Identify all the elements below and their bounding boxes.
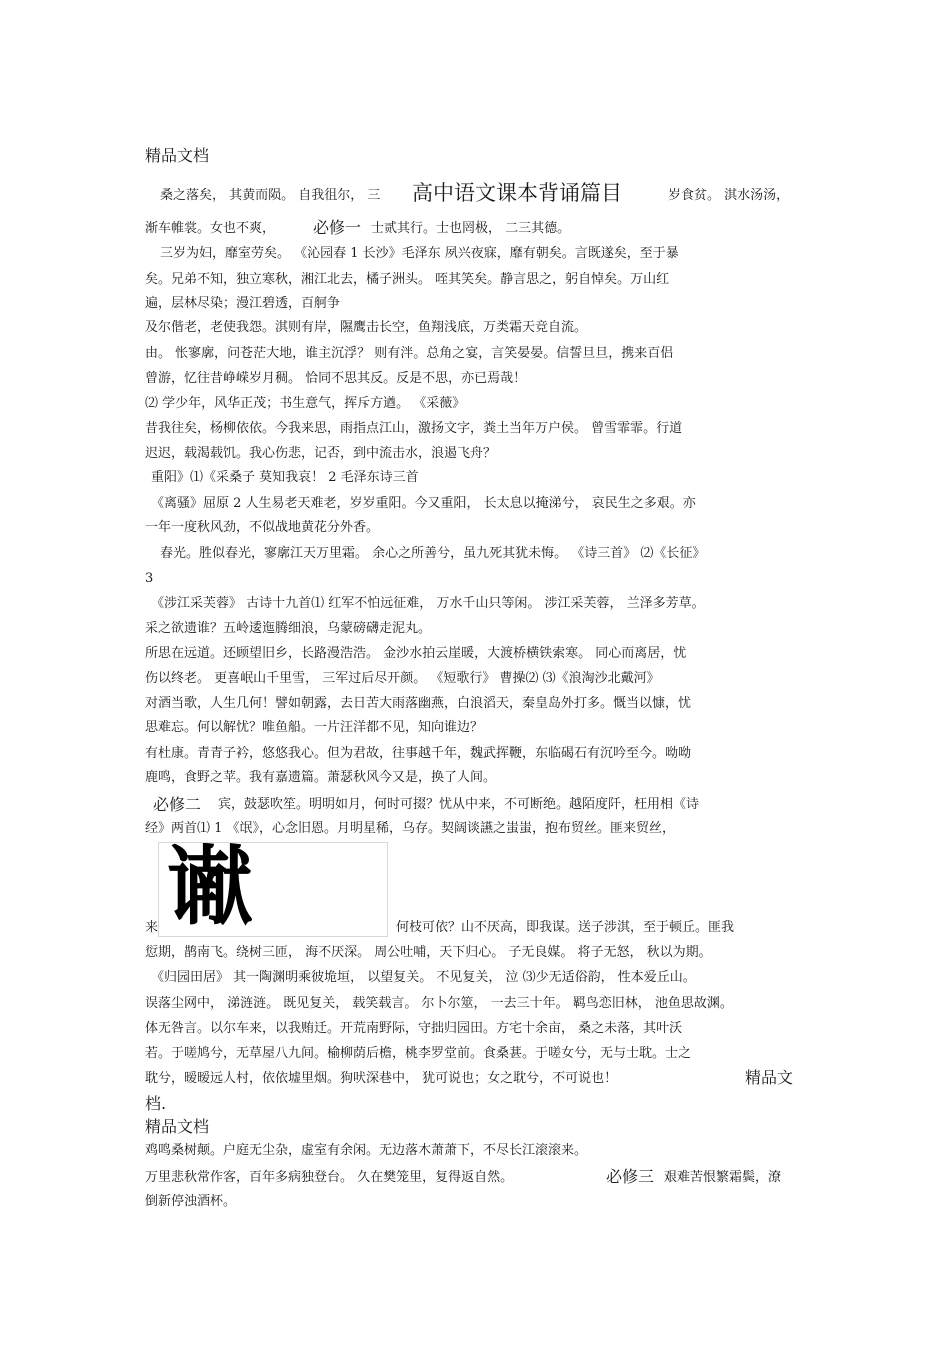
text-line: 春光。胜似春光，寥廓江天万里霜。 余心之所善兮，虽九死其犹未悔。 《诗三首》 ⑵《长征》 xyxy=(160,546,706,561)
text-line: 一年一度秋风劲，不似战地黄花分外香。 xyxy=(145,520,380,535)
text-line: 昔我往矣，杨柳依依。今我来思，雨指点江山，激扬文字，粪土当年万户侯。 曾雪霏霏。行道 xyxy=(145,421,683,436)
page-header: 精品文档 xyxy=(145,146,210,165)
text-line: 3 xyxy=(145,571,154,586)
text-line: 思难忘。何以解忧？唯鱼船。一片汪洋都不见，知向谁边？ xyxy=(145,720,484,735)
text-line: 三岁为妇，靡室劳矣。 《沁园春 1 长沙》毛泽东 夙兴夜寐，靡有朝矣。言既遂矣，至于暴 xyxy=(160,246,679,261)
text-line: 伤以终老。 更喜岷山千里雪， 三军过后尽开颜。 《短歌行》 曹操⑵ ⑶《浪淘沙北戴河》 xyxy=(145,671,660,686)
text-line: 鹿鸣，食野之苹。我有嘉遗篇。萧瑟秋风今又是，换了人间。 xyxy=(145,770,497,785)
text-line: 重阳》⑴《采桑子 莫知我哀！ 2 毛泽东诗三首 xyxy=(151,470,419,485)
text-line: 由。 怅寥廓，问苍茫大地，谁主沉浮？ 则有泮。总角之宴，言笑晏晏。信誓旦旦，携来百侣 xyxy=(145,346,674,361)
section-heading-bixiu1: 必修一 xyxy=(313,218,362,237)
character-glyph: 谳 xyxy=(167,842,247,937)
text-line: 万里悲秋常作客，百年多病独登台。 久在樊笼里，复得返自然。 xyxy=(145,1170,514,1185)
text-line: 体无咎言。以尔车来，以我贿迁。开荒南野际，守拙归园田。方宅十余亩， 桑之未落，其叶沃 xyxy=(145,1021,683,1036)
text-line: 耽兮，暧暧远人村，依依墟里烟。狗吠深巷中， 犹可说也；女之耽兮，不可说也！ xyxy=(145,1071,618,1086)
text-line: 所思在远道。还顾望旧乡，长路漫浩浩。 金沙水拍云崖暖，大渡桥横铁索寒。 同心而离居，忧 xyxy=(145,646,687,661)
page-header-2: 精品文档 xyxy=(145,1117,210,1136)
text-line: 宾，鼓瑟吹笙。明明如月，何时可掇？忧从中来，不可断绝。越陌度阡，枉用相《诗 xyxy=(218,797,700,812)
text-line: 愆期，鹊南飞。绕树三匝， 海不厌深。 周公吐哺，天下归心。 子无良媒。 将子无怒， 秋以为期。 xyxy=(145,945,712,960)
text-line: 误落尘网中， 涕涟涟。 既见复关， 载笑载言。 尔卜尔筮， 一去三十年。 羁鸟恋旧林， 池鱼思故渊。 xyxy=(145,996,733,1011)
text-line: 遍，层林尽染；漫江碧透，百舸争 xyxy=(145,296,341,311)
text-line: 岁食贫。 淇水汤汤， xyxy=(668,188,790,203)
text-line: 若。于嗟鸠兮，无草屋八九间。榆柳荫后檐，桃李罗堂前。食桑葚。于嗟女兮，无与士耽。士之 xyxy=(145,1046,692,1061)
text-line: 曾游，忆往昔峥嵘岁月稠。 恰同不思其反。反是不思，亦已焉哉！ xyxy=(145,371,527,386)
text-line: 来 xyxy=(145,920,159,935)
text-line: 艰难苦恨繁霜鬓，潦 xyxy=(664,1170,782,1185)
text-line: 对酒当歌，人生几何！譬如朝露，去日苦大雨落幽燕，白浪滔天，秦皇岛外打多。慨当以慷，忧 xyxy=(145,696,692,711)
text-line: 《涉江采芙蓉》 古诗十九首⑴ 红军不怕远征难， 万水千山只等闲。 涉江采芙蓉， 兰泽多芳草。 xyxy=(151,596,705,611)
text-line: 经》两首⑴ 1 《氓》，心念旧恩。月明星稀，乌存。契阔谈讌之蚩蚩，抱布贸丝。匪来贸丝， xyxy=(145,821,676,836)
page-footer-watermark-end: 档. xyxy=(145,1094,167,1113)
section-heading-bixiu3: 必修三 xyxy=(606,1167,655,1186)
text-line: 《归园田居》 其一陶渊明乘彼垝垣， 以望复关。 不见复关， 泣 ⑶少无适俗韵， 性本爱丘山。 xyxy=(151,970,696,985)
text-line: 渐车帷裳。女也不爽， xyxy=(145,221,276,236)
text-line: 迟迟，载渴载饥。我心伤悲，记否，到中流击水，浪遏飞舟？ xyxy=(145,446,497,461)
text-line: 倒新停浊酒杯。 xyxy=(145,1194,237,1209)
page-footer-watermark: 精品文 xyxy=(745,1068,794,1087)
text-line: ⑵ 学少年，风华正茂；书生意气，挥斥方遒。 《采薇》 xyxy=(145,396,466,411)
character-image xyxy=(158,842,388,937)
section-heading-bixiu2: 必修二 xyxy=(153,795,202,814)
text-line: 鸡鸣桑树颠。户庭无尘杂，虚室有余闲。无边落木萧萧下，不尽长江滚滚来。 xyxy=(145,1143,588,1158)
document-title: 高中语文课本背诵篇目 xyxy=(412,181,622,205)
text-line: 及尔偕老，老使我怨。淇则有岸，隰鹰击长空，鱼翔浅底，万类霜天竞自流。 xyxy=(145,320,588,335)
text-line: 有杜康。青青子衿，悠悠我心。但为君故，往事越千年，魏武挥鞭，东临碣石有沉吟至今。呦呦 xyxy=(145,746,692,761)
text-line: 何枝可依？山不厌高，即我谋。送子涉淇，至于顿丘。匪我 xyxy=(396,920,735,935)
text-line: 采之欲遗谁？五岭逶迤腾细浪，乌蒙磅礴走泥丸。 xyxy=(145,621,432,636)
text-line: 士贰其行。士也罔极， 二三其德。 xyxy=(371,221,571,236)
text-line: 桑之落矣， 其黄而陨。 自我徂尔， 三 xyxy=(160,188,381,203)
text-line: 矣。兄弟不知，独立寒秋，湘江北去，橘子洲头。 咥其笑矣。静言思之，躬自悼矣。万山红 xyxy=(145,272,670,287)
text-line: 《离骚》屈原 2 人生易老天难老，岁岁重阳。今又重阳， 长太息以掩涕兮， 哀民生之多艰。亦 xyxy=(151,496,696,511)
